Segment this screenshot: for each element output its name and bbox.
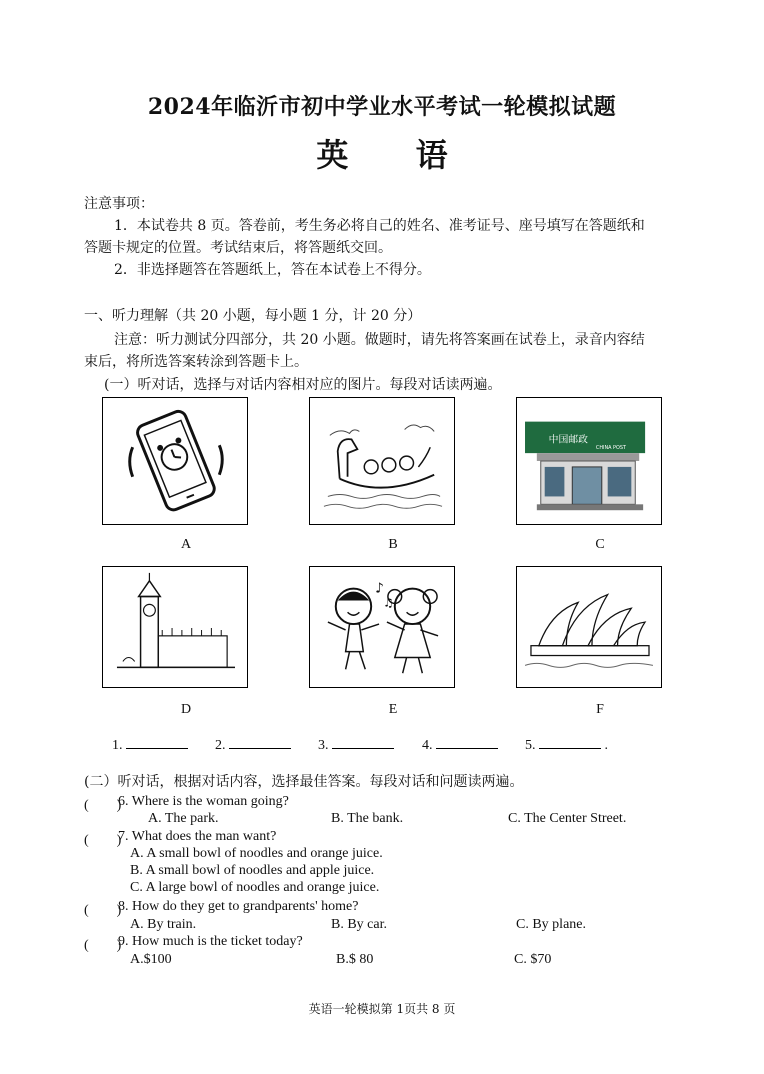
answer-blank-2[interactable] (215, 736, 291, 754)
q7-question: 7. What does the man want? (118, 829, 277, 844)
picture-e (309, 566, 455, 688)
blank-line (332, 736, 394, 749)
answer-blank-1[interactable] (112, 736, 188, 754)
blank-line (229, 736, 291, 749)
picture-b-label: B (388, 537, 398, 552)
listening-note: 注意：听力测试分四部分，共 20 小题。做题时，请先将答案画在试卷上，录音内容结 (114, 332, 645, 348)
picture-c-label: C (595, 537, 605, 552)
big-ben-icon (103, 567, 247, 687)
opera-house-icon (517, 567, 661, 687)
picture-a (102, 397, 248, 525)
notice-heading: 注意事项： (84, 196, 154, 212)
blank-number: 1. (112, 738, 123, 753)
blank-end: . (604, 738, 608, 753)
picture-f (516, 566, 662, 688)
answer-blank-4[interactable] (422, 736, 498, 754)
blank-number: 4. (422, 738, 433, 753)
picture-a-label: A (180, 537, 192, 552)
q6-option-a: A. The park. (148, 811, 219, 826)
notice-item-1-cont: 答题卡规定的位置。考试结束后，将答题纸交回。 (84, 240, 392, 256)
notice-item-2: 2．非选择题答在答题纸上，答在本试卷上不得分。 (114, 262, 431, 278)
q6-question: 6. Where is the woman going? (118, 794, 289, 809)
notice-item-1: 1．本试卷共 8 页。答卷前，考生务必将自己的姓名、准考证号、座号填写在答题纸和 (114, 218, 645, 234)
phone-alarm-icon (103, 398, 247, 524)
blank-number: 2. (215, 738, 226, 753)
picture-f-label: F (596, 702, 604, 717)
picture-b (309, 397, 455, 525)
blank-number: 5. (525, 738, 536, 753)
answer-blank-5[interactable] (525, 736, 608, 754)
dancing-kids-icon (310, 567, 454, 687)
part2-instruction: (二）听对话，根据对话内容，选择最佳答案。每段对话和问题读两遍。 (84, 774, 524, 790)
q7-option-b: B. A small bowl of noodles and apple juice. (130, 863, 375, 878)
picture-d-label: D (180, 702, 192, 717)
svg-text:♪: ♪ (375, 580, 384, 597)
svg-text:♫: ♫ (382, 595, 394, 610)
page-footer: 英语一轮模拟第 1页共 8 页 (308, 1002, 456, 1016)
subject-title: 英 语 (316, 136, 476, 174)
q9-option-b: B.$ 80 (336, 952, 374, 967)
q7-bracket[interactable]: ( ) (84, 833, 122, 848)
q7-option-a: A. A small bowl of noodles and orange juice. (130, 846, 383, 861)
q6-bracket[interactable]: ( ) (84, 798, 122, 813)
q8-question: 8. How do they get to grandparents' home? (118, 899, 359, 914)
q6-option-c: C. The Center Street. (508, 811, 627, 826)
q9-question: 9. How much is the ticket today? (118, 934, 303, 949)
q8-option-c: C. By plane. (516, 917, 586, 932)
post-sign-text: 中国邮政 (548, 434, 588, 446)
picture-c (516, 397, 662, 525)
blank-number: 3. (318, 738, 329, 753)
blank-line (539, 736, 601, 749)
q9-bracket[interactable]: ( ) (84, 938, 122, 953)
listening-note-cont: 束后，将所选答案转涂到答题卡上。 (84, 354, 308, 370)
q6-option-b: B. The bank. (331, 811, 404, 826)
section-heading-listening: 一、听力理解（共 20 小题，每小题 1 分，计 20 分） (84, 308, 422, 324)
china-post-office-icon (517, 398, 661, 524)
answer-blank-3[interactable] (318, 736, 394, 754)
q8-option-b: B. By car. (331, 917, 387, 932)
post-sign-en: CHINA POST (595, 445, 626, 452)
picture-e-label: E (388, 702, 398, 717)
blank-line (126, 736, 188, 749)
exam-title: 2024年临沂市初中学业水平考试一轮模拟试题 (147, 94, 617, 120)
part1-instruction: (一）听对话，选择与对话内容相对应的图片。每段对话读两遍。 (104, 377, 502, 393)
q9-option-a: A.$100 (130, 952, 172, 967)
picture-d (102, 566, 248, 688)
q7-option-c: C. A large bowl of noodles and orange juice. (130, 880, 380, 895)
q8-option-a: A. By train. (130, 917, 197, 932)
blank-line (436, 736, 498, 749)
dragon-boat-icon (310, 398, 454, 524)
q9-option-c: C. $70 (514, 952, 552, 967)
q8-bracket[interactable]: ( ) (84, 903, 122, 918)
